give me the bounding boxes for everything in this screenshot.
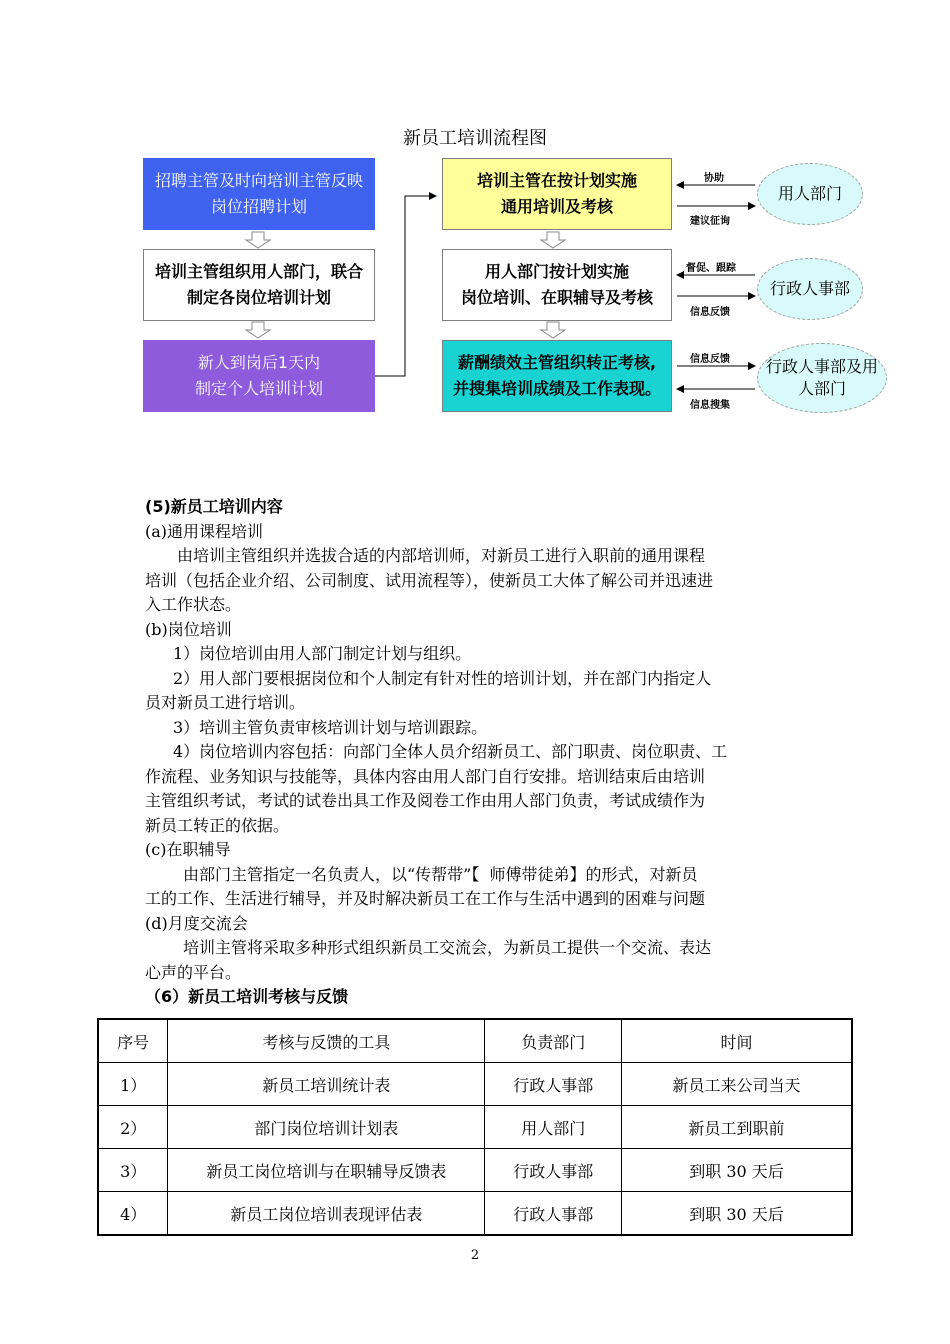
list-item: 1）岗位培训由用人部门制定计划与组织。 [173,644,472,663]
flow-box-post-training: 用人部门按计划实施 岗位培训、在职辅导及考核 [442,249,672,321]
table-cell: 用人部门 [485,1106,622,1149]
connector-line [375,196,436,376]
table-cell: 新员工岗位培训与在职辅导反馈表 [168,1149,485,1192]
table-cell: 1） [98,1063,168,1106]
node-hr-dept: 行政人事部 [757,258,863,320]
edge-label-assist: 协助 [704,173,724,184]
paragraph-line: 工的工作、生活进行辅导，并及时解决新员工在工作与生活中遇到的困难与问题 [145,889,706,908]
table-cell: 3） [98,1149,168,1192]
down-arrow-mid-2 [541,322,565,338]
subsection-a-title: (a)通用课程培训 [145,521,264,541]
paragraph-line: 心声的平台。 [145,962,242,982]
table-cell: 2） [98,1106,168,1149]
list-item: 2）用人部门要根据岗位和个人制定有针对性的培训计划，并在部门内指定人 [173,668,712,688]
table-cell: 新员工培训统计表 [168,1063,485,1106]
table-cell: 部门岗位培训计划表 [168,1106,485,1149]
paragraph-line: 由部门主管指定一名负责人，以“传帮带”【 师傅带徒弟】的形式，对新员 [183,864,698,884]
edge-label-suggestion: 建议征询 [690,216,730,227]
table-row [98,1149,852,1192]
edge-label-collect: 信息搜集 [690,400,730,411]
subsection-c-title: (c)在职辅导 [145,840,231,859]
section-6-title: （6）新员工培训考核与反馈 [145,987,349,1006]
table-cell: 行政人事部 [485,1192,622,1236]
training-content [145,495,815,1010]
table-cell: 4） [98,1192,168,1236]
section-5-title: (5)新员工培训内容 [145,497,283,516]
down-arrow-mid-1 [541,232,565,248]
flow-box-assessment: 薪酬绩效主管组织转正考核, 并搜集培训成绩及工作表现。 [442,340,672,412]
subsection-d-title: (d)月度交流会 [145,913,248,933]
table-cell: 行政人事部 [485,1063,622,1106]
paragraph-line: 新员工转正的依据。 [145,815,290,835]
table-cell: 新员工到职前 [622,1106,852,1149]
table-row [98,1192,852,1236]
table-cell: 新员工岗位培训表现评估表 [168,1192,485,1236]
page-number: 2 [470,1248,480,1263]
paragraph-line: 作流程、业务知识与技能等，具体内容由用人部门自行安排。培训结束后由培训 [145,766,706,786]
flow-box-individual-plan: 新人到岗后1天内 制定个人培训计划 [143,340,375,412]
table-header: 时间 [622,1019,852,1063]
down-arrow-left-1 [246,232,270,248]
paragraph-line: 主管组织考试，考试的试卷出具工作及阅卷工作由用人部门负责，考试成绩作为 [145,791,706,810]
table-cell: 行政人事部 [485,1149,622,1192]
paragraph-line: 培训主管将采取多种形式组织新员工交流会，为新员工提供一个交流、表达 [183,938,712,957]
paragraph-line: 员对新员工进行培训。 [145,693,306,712]
edge-label-feedback-2: 信息反馈 [690,354,730,365]
list-item: 3）培训主管负责审核培训计划与培训跟踪。 [173,717,488,737]
assessment-table [97,1018,853,1236]
table-header-row [98,1019,852,1063]
flow-box-general-training: 培训主管在按计划实施 通用培训及考核 [442,158,672,230]
list-item: 4）岗位培训内容包括：向部门全体人员介绍新员工、部门职责、岗位职责、工 [173,742,728,761]
edge-label-supervise: 督促、跟踪 [686,263,736,274]
subsection-b-title: (b)岗位培训 [145,619,232,639]
table-cell: 到职 30 天后 [622,1192,852,1236]
node-user-dept: 用人部门 [757,163,863,225]
paragraph-line: 入工作状态。 [145,595,242,614]
node-hr-and-user-dept: 行政人事部及用 人部门 [757,343,887,413]
paragraph-line: 培训（包括企业介绍、公司制度、试用流程等），使新员工大体了解公司并迅速进 [145,570,714,590]
table-header: 序号 [98,1019,168,1063]
table-cell: 到职 30 天后 [622,1149,852,1192]
paragraph-line: 由培训主管组织并选拔合适的内部培训师，对新员工进行入职前的通用课程 [177,546,706,565]
down-arrow-left-2 [246,322,270,338]
flowchart-title: 新员工培训流程图 [403,128,547,149]
table-header: 负责部门 [485,1019,622,1063]
flow-box-recruit: 招聘主管及时向培训主管反映 岗位招聘计划 [143,158,375,230]
table-row [98,1106,852,1149]
edge-label-feedback: 信息反馈 [690,307,730,318]
flow-box-plan: 培训主管组织用人部门，联合 制定各岗位培训计划 [143,249,375,321]
table-header: 考核与反馈的工具 [168,1019,485,1063]
table-cell: 新员工来公司当天 [622,1063,852,1106]
table-row [98,1063,852,1106]
